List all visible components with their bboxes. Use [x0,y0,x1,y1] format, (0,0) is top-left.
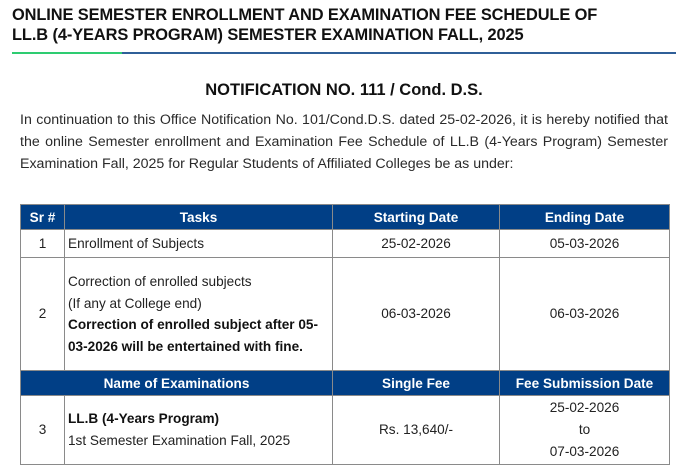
header-exam-name: Name of Examinations [21,371,333,396]
date-from: 25-02-2026 [549,400,620,415]
cell-fee: Rs. 13,640/- [333,396,500,465]
task-note: (If any at College end) [68,295,202,311]
header-single-fee: Single Fee [333,371,500,396]
heading-divider [12,52,676,54]
header-ending-date: Ending Date [500,205,670,230]
task-line: Correction of enrolled subjects [68,274,252,289]
table-row [21,396,670,465]
exam-subtitle: 1st Semester Examination Fall, 2025 [68,433,291,448]
table-row [21,258,670,371]
date-to: 07-03-2026 [549,444,620,459]
notification-title: NOTIFICATION NO. 111 / Cond. D.S. [205,81,483,99]
page-heading [12,5,682,45]
schedule-header-row [21,205,670,230]
cell-exam [65,396,333,465]
cell-sr: 2 [21,258,65,371]
date-separator: to [578,422,591,437]
header-starting-date: Starting Date [333,205,500,230]
exam-title: LL.B (4-Years Program) [68,411,220,426]
cell-end-date: 06-03-2026 [500,258,670,371]
heading-divider-accent [12,52,122,54]
cell-submission-date [500,396,670,465]
header-fee-submission-date: Fee Submission Date [500,371,670,396]
cell-sr: 1 [21,230,65,258]
schedule-table [20,204,670,465]
fee-header-row [21,371,670,396]
cell-start-date: 06-03-2026 [333,258,500,371]
cell-task [65,258,333,371]
table-row [21,230,670,258]
cell-end-date: 05-03-2026 [500,230,670,258]
cell-start-date: 25-02-2026 [333,230,500,258]
header-sr: Sr # [21,205,65,230]
cell-sr: 3 [21,396,65,465]
cell-task: Enrollment of Subjects [65,230,333,258]
task-fine-warning: Correction of enrolled subject after 05-03-2026 will be entertained with fine. [68,317,319,354]
notification-intro: In continuation to this Office Notification No. 101/Cond.D.S. dated 25-02-2026, it is hereby notified that the online Semester enrollment and Examination Fee Schedule of LL.B (4-Years Program) Semester Examination Fall, 2025 for Regular Students of Affiliated Colleges be as under: [20,112,668,172]
page-heading-line-1: ONLINE SEMESTER ENROLLMENT AND EXAMINATION FEE SCHEDULE OF [12,6,598,24]
page-heading-line-2: LL.B (4-YEARS PROGRAM) SEMESTER EXAMINATION FALL, 2025 [12,26,524,44]
header-tasks: Tasks [65,205,333,230]
